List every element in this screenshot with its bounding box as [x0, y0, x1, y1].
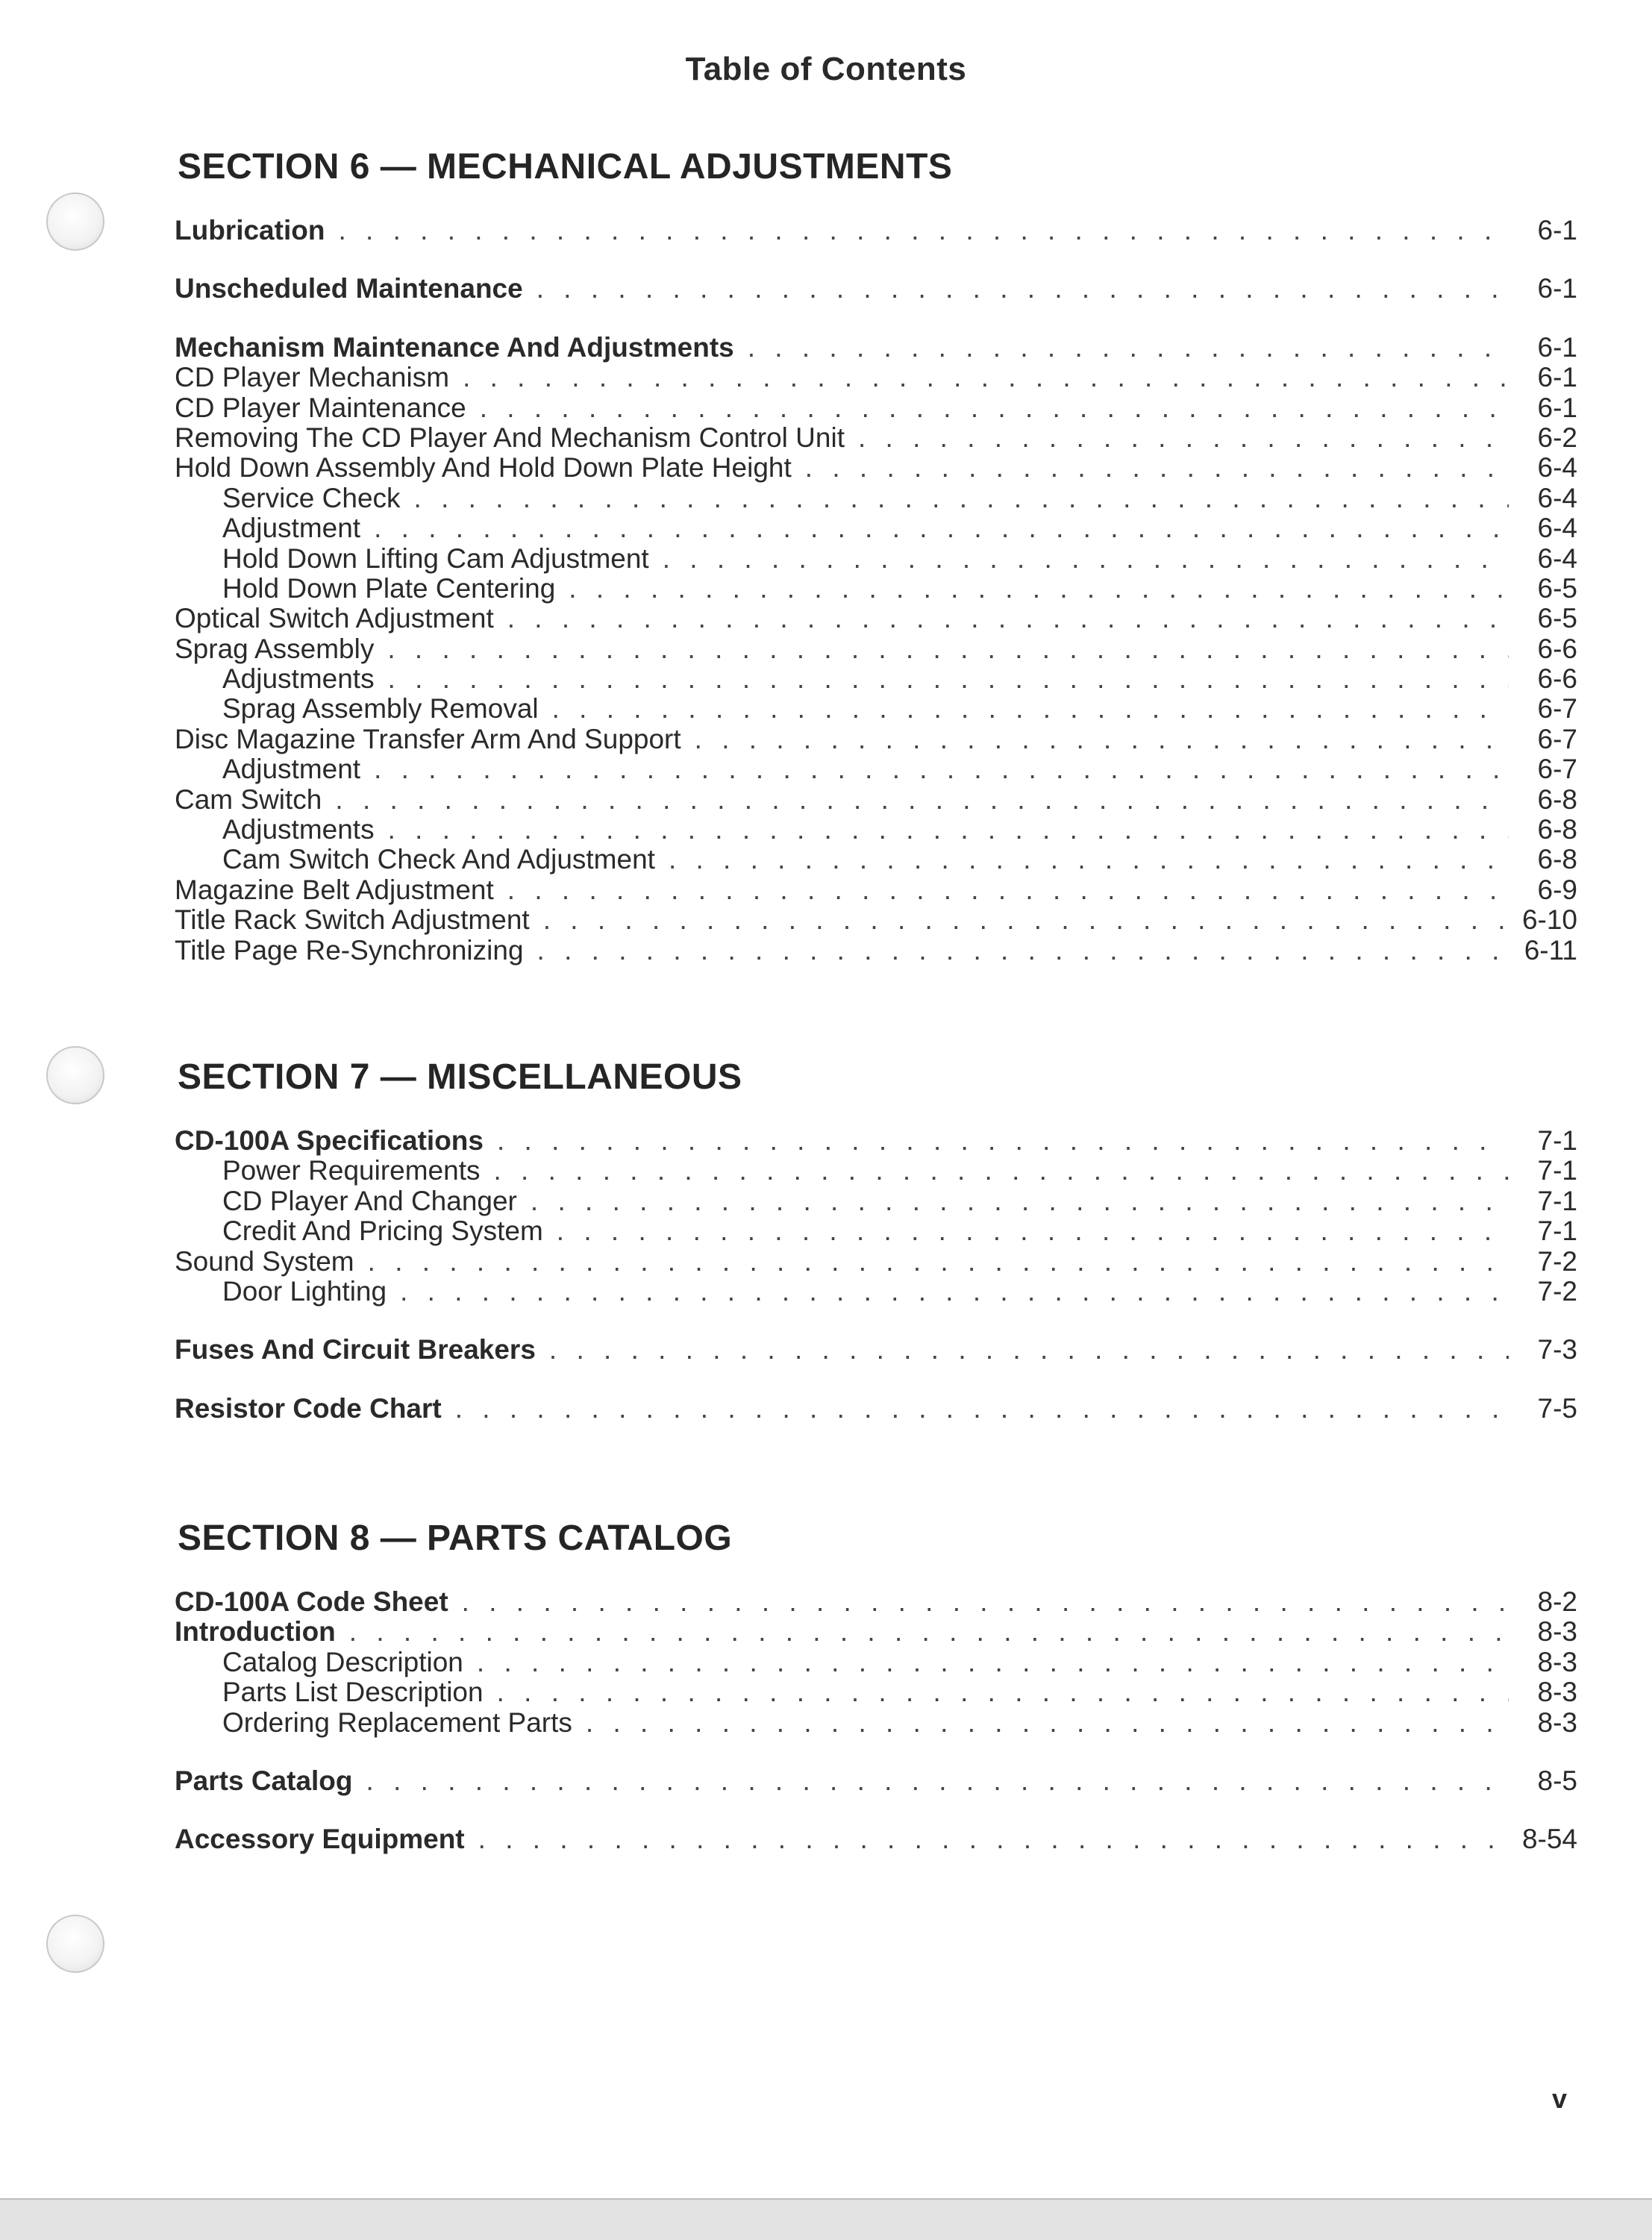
dot-leader	[748, 333, 1509, 363]
dot-leader	[507, 604, 1509, 633]
toc-entry[interactable]	[175, 1156, 1577, 1186]
toc-entry[interactable]	[175, 725, 1577, 754]
toc-entry-label: CD-100A Specifications	[175, 1125, 484, 1156]
toc-entry[interactable]	[175, 1247, 1577, 1277]
toc-entry-page: 6-2	[1537, 422, 1577, 453]
dot-leader	[366, 1766, 1509, 1796]
dot-leader	[414, 484, 1509, 513]
toc-entry-page: 6-8	[1537, 814, 1577, 845]
toc-entry-label: Unscheduled Maintenance	[175, 273, 523, 304]
dot-leader	[497, 1126, 1509, 1156]
toc-entry[interactable]	[175, 393, 1577, 423]
toc-entry-page: 6-1	[1537, 362, 1577, 393]
toc-entry[interactable]	[175, 1216, 1577, 1246]
toc-entry-label: Adjustment	[222, 513, 361, 544]
dot-leader	[669, 845, 1509, 875]
binder-hole	[46, 193, 104, 251]
dot-leader	[374, 754, 1509, 784]
section-heading: SECTION 7 — MISCELLANEOUS	[178, 1057, 742, 1097]
toc-entry-label: Ordering Replacement Parts	[222, 1706, 572, 1738]
toc-entry[interactable]	[175, 1617, 1577, 1647]
binder-hole	[46, 1915, 104, 1973]
dot-leader	[478, 1824, 1509, 1854]
toc-entry-label: Accessory Equipment	[175, 1824, 465, 1855]
dot-leader	[493, 1156, 1509, 1186]
toc-group	[175, 333, 1577, 966]
toc-entry[interactable]	[175, 875, 1577, 905]
toc-group	[175, 1824, 1577, 1854]
toc-entry-label: Disc Magazine Transfer Arm And Support	[175, 723, 681, 754]
dot-leader	[497, 1677, 1509, 1707]
toc-entry-page: 6-7	[1537, 754, 1577, 785]
section-8	[175, 1518, 1577, 1883]
dot-leader	[463, 363, 1509, 392]
toc-entry-label: CD Player And Changer	[222, 1185, 517, 1216]
page-number: v	[1552, 2083, 1568, 2114]
toc-entry[interactable]	[175, 905, 1577, 935]
toc-entry[interactable]	[175, 1335, 1577, 1365]
toc-entry-page: 8-3	[1537, 1616, 1577, 1648]
toc-entry-page: 6-10	[1521, 904, 1577, 936]
dot-leader	[805, 453, 1509, 483]
dot-leader	[531, 1186, 1509, 1216]
toc-entry[interactable]	[175, 216, 1577, 245]
toc-entry[interactable]	[175, 1708, 1577, 1738]
dot-leader	[549, 1335, 1509, 1365]
toc-group	[175, 274, 1577, 304]
dot-leader	[507, 875, 1509, 905]
section-heading: SECTION 6 — MECHANICAL ADJUSTMENTS	[178, 147, 953, 187]
toc-entry-page: 6-4	[1537, 513, 1577, 544]
toc-entry-label: Resistor Code Chart	[175, 1392, 442, 1424]
toc-entry[interactable]	[175, 845, 1577, 875]
dot-leader	[349, 1617, 1509, 1647]
dot-leader	[388, 664, 1509, 694]
scan-edge	[0, 2198, 1652, 2240]
toc-entry-page: 7-5	[1537, 1392, 1577, 1424]
dot-leader	[480, 393, 1509, 423]
toc-entry-page: 6-1	[1537, 331, 1577, 363]
toc-entry[interactable]	[175, 1824, 1577, 1854]
toc-entry-label: Cam Switch Check And Adjustment	[222, 844, 655, 875]
toc-entry-page: 6-8	[1537, 783, 1577, 815]
toc-entry-page: 6-9	[1537, 874, 1577, 905]
toc-entry[interactable]	[175, 936, 1577, 966]
toc-entry-label: Sprag Assembly	[175, 633, 375, 664]
section-7	[175, 1057, 1577, 1452]
toc-entry-page: 7-1	[1537, 1125, 1577, 1156]
toc-entry-page: 6-6	[1537, 663, 1577, 695]
toc-entry-page: 6-8	[1537, 844, 1577, 875]
toc-entry-label: Parts Catalog	[175, 1765, 353, 1796]
toc-entry-label: Credit And Pricing System	[222, 1216, 543, 1247]
toc-entry-label: Cam Switch	[175, 783, 322, 815]
toc-entry[interactable]	[175, 754, 1577, 784]
toc-entry-page: 8-54	[1521, 1824, 1577, 1855]
toc-group	[175, 216, 1577, 245]
toc-entry[interactable]	[175, 453, 1577, 483]
section-6	[175, 146, 1577, 994]
toc-entry[interactable]	[175, 363, 1577, 392]
toc-entry-label: Mechanism Maintenance And Adjustments	[175, 331, 734, 363]
toc-entry-label: Door Lighting	[222, 1275, 387, 1307]
toc-entry-label: Optical Switch Adjustment	[175, 603, 494, 634]
toc-entry[interactable]	[175, 333, 1577, 363]
toc-entry-page: 6-4	[1537, 542, 1577, 574]
toc-entry-label: CD Player Maintenance	[175, 392, 466, 423]
toc-entry-label: Lubrication	[175, 215, 325, 245]
toc-entry-label: Title Rack Switch Adjustment	[175, 904, 530, 936]
toc-entry[interactable]	[175, 664, 1577, 694]
toc-entry-label: Hold Down Lifting Cam Adjustment	[222, 542, 649, 574]
toc-entry-page: 6-5	[1537, 603, 1577, 634]
toc-entry-page: 6-7	[1537, 723, 1577, 754]
toc-entry[interactable]	[175, 694, 1577, 724]
toc-entry[interactable]	[175, 604, 1577, 633]
toc-entry-page: 6-11	[1524, 934, 1577, 966]
dot-leader	[455, 1394, 1509, 1424]
toc-entry-label: Parts List Description	[222, 1677, 484, 1708]
toc-entry-page: 8-3	[1537, 1677, 1577, 1708]
dot-leader	[462, 1587, 1509, 1617]
toc-entry[interactable]	[175, 513, 1577, 543]
toc-entry[interactable]	[175, 1587, 1577, 1617]
toc-entry-page: 7-3	[1537, 1334, 1577, 1365]
dot-leader	[368, 1247, 1509, 1277]
toc-entry-label: Service Check	[222, 482, 401, 513]
toc-entry[interactable]	[175, 1277, 1577, 1307]
toc-entry-label: Hold Down Assembly And Hold Down Plate Height	[175, 452, 792, 484]
toc-entry[interactable]	[175, 274, 1577, 304]
toc-entry[interactable]	[175, 1648, 1577, 1677]
dot-leader	[543, 905, 1509, 935]
toc-entry-label: Hold Down Plate Centering	[222, 572, 556, 604]
toc-entry-page: 8-2	[1537, 1586, 1577, 1617]
dot-leader	[374, 513, 1509, 543]
dot-leader	[663, 544, 1509, 574]
dot-leader	[695, 725, 1509, 754]
toc-entry[interactable]	[175, 785, 1577, 815]
section-heading: SECTION 8 — PARTS CATALOG	[178, 1518, 733, 1558]
dot-leader	[335, 785, 1509, 815]
toc-entry[interactable]	[175, 1677, 1577, 1707]
toc-entry-label: Power Requirements	[222, 1155, 481, 1186]
toc-entry[interactable]	[175, 1394, 1577, 1424]
toc-group	[175, 1394, 1577, 1424]
toc-group	[175, 1126, 1577, 1307]
toc-entry-label: Sound System	[175, 1245, 354, 1277]
dot-leader	[536, 274, 1509, 304]
toc-entry-page: 8-5	[1537, 1765, 1577, 1796]
toc-entry-page: 7-2	[1537, 1275, 1577, 1307]
dot-leader	[858, 423, 1509, 453]
dot-leader	[388, 815, 1509, 845]
toc-entry-page: 6-5	[1537, 572, 1577, 604]
toc-entry-page: 6-4	[1537, 452, 1577, 484]
toc-entry-label: CD-100A Code Sheet	[175, 1586, 448, 1617]
toc-entry[interactable]	[175, 574, 1577, 604]
toc-entry-label: Sprag Assembly Removal	[222, 693, 539, 725]
toc-entry-page: 8-3	[1537, 1646, 1577, 1677]
toc-entry[interactable]	[175, 423, 1577, 453]
dot-leader	[537, 936, 1509, 966]
toc-group	[175, 1766, 1577, 1796]
toc-entry[interactable]	[175, 544, 1577, 574]
dot-leader	[338, 216, 1509, 245]
dot-leader	[400, 1277, 1509, 1307]
toc-entry-page: 6-6	[1537, 633, 1577, 664]
toc-entry-label: CD Player Mechanism	[175, 362, 450, 393]
toc-group	[175, 1587, 1577, 1738]
toc-entry-label: Removing The CD Player And Mechanism Control Unit	[175, 422, 845, 453]
toc-entry-label: Adjustment	[222, 754, 361, 785]
toc-entry-page: 6-7	[1537, 693, 1577, 725]
toc-entry-label: Adjustments	[222, 814, 375, 845]
toc-entry-page: 6-1	[1537, 215, 1577, 245]
toc-entry-label: Catalog Description	[222, 1646, 463, 1677]
toc-entry[interactable]	[175, 1186, 1577, 1216]
toc-group	[175, 1335, 1577, 1365]
page-title: Table of Contents	[685, 51, 967, 87]
toc-entry-page: 7-1	[1537, 1185, 1577, 1216]
toc-entry-label: Title Page Re-Synchronizing	[175, 934, 524, 966]
dot-leader	[586, 1708, 1509, 1738]
toc-entry-page: 8-3	[1537, 1706, 1577, 1738]
toc-entry-page: 7-1	[1537, 1216, 1577, 1247]
toc-entry-label: Fuses And Circuit Breakers	[175, 1334, 536, 1365]
toc-entry-label: Introduction	[175, 1616, 336, 1648]
toc-entry-label: Adjustments	[222, 663, 375, 695]
toc-entry[interactable]	[175, 1126, 1577, 1156]
toc-entry-page: 6-4	[1537, 482, 1577, 513]
binder-hole	[46, 1046, 104, 1104]
toc-entry-page: 7-2	[1537, 1245, 1577, 1277]
toc-entry-page: 7-1	[1537, 1155, 1577, 1186]
toc-entry[interactable]	[175, 1766, 1577, 1796]
toc-entry-page: 6-1	[1537, 392, 1577, 423]
toc-entry[interactable]	[175, 484, 1577, 513]
toc-entry[interactable]	[175, 634, 1577, 664]
dot-leader	[569, 574, 1509, 604]
dot-leader	[557, 1216, 1509, 1246]
dot-leader	[552, 694, 1509, 724]
dot-leader	[387, 634, 1509, 664]
toc-entry-label: Magazine Belt Adjustment	[175, 874, 494, 905]
toc-entry[interactable]	[175, 815, 1577, 845]
dot-leader	[477, 1648, 1509, 1677]
toc-entry-page: 6-1	[1537, 273, 1577, 304]
